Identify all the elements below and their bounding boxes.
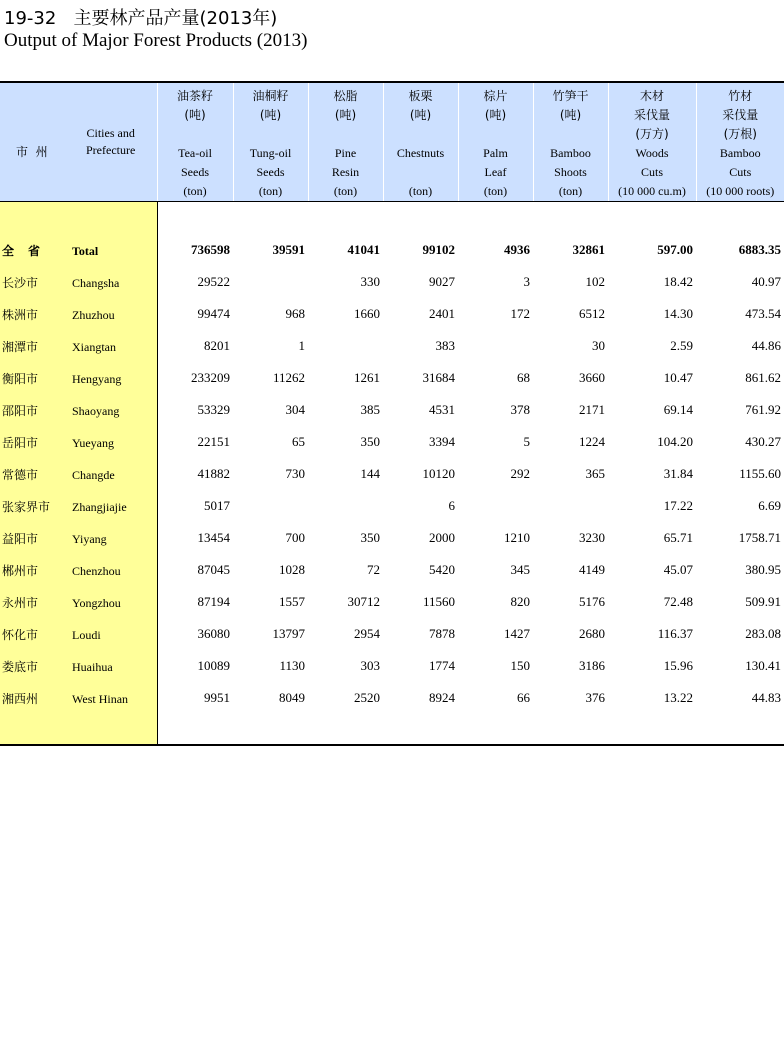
region-name-en: Total [72,243,99,258]
value-cell: 72 [367,562,380,577]
value-cell: 6 [448,498,455,513]
table-header-row [0,82,784,202]
value-cell: 2401 [429,306,455,321]
table-row [0,298,784,330]
region-name-cn: 益阳市 [2,531,39,546]
value-cell: 39591 [272,242,305,257]
header-stub [0,82,157,202]
page-title-cn: 19-32 主要林产品产量(2013年) [4,8,278,29]
value-cell: 736598 [191,242,230,257]
value-cell: 130.41 [745,658,781,673]
value-cell: 473.54 [745,306,781,321]
header-cn1: 油桐籽 [252,89,289,103]
region-name-cn: 湘潭市 [2,339,39,354]
value-cell: 1427 [504,626,530,641]
region-name-cn: 常德市 [2,467,39,482]
header-cn3: (万根) [723,127,757,141]
value-cell: 2.59 [670,338,693,353]
region-cell [0,234,157,266]
header-stub-en-line2: Prefecture [86,143,136,157]
value-cell: 8049 [279,690,305,705]
header-en1: Palm [483,146,508,160]
value-cell: 13797 [272,626,305,641]
header-cn3: (万方) [635,127,669,141]
table-row [0,330,784,362]
value-cell: 5420 [429,562,455,577]
header-en2: Resin [331,165,360,179]
table-row [0,394,784,426]
value-cell: 13.22 [663,690,693,705]
region-cell [0,426,157,458]
value-cell [308,330,383,362]
header-col-2 [308,82,383,202]
region-cell [0,266,157,298]
header-col-0 [157,82,233,202]
header-cn3 [534,125,608,144]
header-en2 [384,163,458,182]
value-cell: 10120 [422,466,455,481]
value-cell: 378 [510,402,530,417]
value-cell: 65 [292,434,305,449]
header-en2: Leaf [484,165,507,179]
value-cell: 345 [510,562,530,577]
header-cn2: (吨) [484,108,507,122]
value-cell: 66 [517,690,530,705]
value-cell: 32861 [572,242,605,257]
value-cell: 292 [510,466,530,481]
value-cell: 1 [298,338,305,353]
value-cell: 30 [592,338,605,353]
header-unit: (ton) [558,184,583,198]
region-name-cn: 永州市 [2,595,39,610]
region-name-cn: 怀化市 [2,627,39,642]
value-cell: 303 [360,658,380,673]
header-en1: Bamboo [719,146,761,160]
value-cell [233,266,308,298]
value-cell: 9027 [429,274,455,289]
header-en2: Shoots [554,165,587,179]
region-name-cn: 湘西州 [2,691,39,706]
region-cell [0,682,157,714]
region-name-en: Huaihua [72,659,113,674]
value-cell: 2520 [354,690,380,705]
header-stub-en [86,125,135,159]
value-cell: 41041 [347,242,380,257]
value-cell: 15.96 [663,658,693,673]
region-cell [0,554,157,586]
header-en2: Seeds [256,165,285,179]
header-en2: Cuts [640,165,663,179]
header-unit: (ton) [183,184,207,198]
value-cell: 4149 [579,562,605,577]
value-cell [308,490,383,522]
value-cell: 6512 [579,306,605,321]
header-cn1: 棕片 [483,89,508,103]
region-cell [0,650,157,682]
header-cn1: 竹笋干 [552,89,589,103]
value-cell: 7878 [429,626,455,641]
region-name-en: Yueyang [72,435,114,450]
value-cell: 2680 [579,626,605,641]
value-cell: 2171 [579,402,605,417]
value-cell: 330 [360,274,380,289]
value-cell: 5176 [579,594,605,609]
value-cell: 99102 [422,242,455,257]
header-en2: Cuts [729,165,752,179]
value-cell: 968 [285,306,305,321]
value-cell: 44.83 [751,690,781,705]
value-cell: 68 [517,370,530,385]
value-cell: 44.86 [751,338,781,353]
table-row [0,650,784,682]
value-cell: 1155.60 [739,466,781,481]
value-cell: 150 [510,658,530,673]
region-name-en: Zhuzhou [72,307,115,322]
header-cn3 [384,125,458,144]
value-cell: 1261 [354,370,380,385]
header-unit: (ton) [408,184,433,198]
header-en1: Chestnuts [396,146,445,160]
value-cell: 1557 [279,594,305,609]
header-cn3 [309,125,383,144]
header-cn2: (吨) [334,108,357,122]
value-cell: 861.62 [745,370,781,385]
value-cell: 144 [360,466,380,481]
header-cn2: (吨) [184,108,206,122]
header-cn2: 采伐量 [722,108,759,122]
value-cell: 597.00 [657,242,693,257]
value-cell: 87194 [197,594,230,609]
value-cell: 1660 [354,306,380,321]
value-cell: 53329 [197,402,230,417]
region-name-cn: 岳阳市 [2,435,39,450]
table-row [0,458,784,490]
header-cn2: (吨) [559,108,582,122]
header-en1: Woods [635,146,669,160]
value-cell: 11560 [422,594,455,609]
value-cell: 233209 [191,370,230,385]
region-name-en: Changsha [72,275,120,290]
header-unit: (ton) [258,184,283,198]
value-cell: 304 [285,402,305,417]
table-row [0,266,784,298]
header-cn1: 油茶籽 [176,89,213,103]
header-unit: (10 000 cu.m) [618,184,686,198]
region-name-cn: 全省 [2,243,55,258]
value-cell: 3186 [579,658,605,673]
value-cell: 9951 [204,690,230,705]
region-cell [0,618,157,650]
value-cell: 3394 [429,434,455,449]
value-cell: 11262 [272,370,305,385]
total-row [0,234,784,266]
region-cell [0,362,157,394]
value-cell: 2000 [429,530,455,545]
value-cell [233,490,308,522]
value-cell: 385 [360,402,380,417]
value-cell [458,330,533,362]
header-cn1: 竹材 [728,89,753,103]
value-cell: 31.84 [663,466,693,481]
value-cell: 3 [523,274,530,289]
header-en1: Tung-oil [249,146,292,160]
value-cell: 383 [435,338,455,353]
region-cell [0,330,157,362]
value-cell: 1210 [504,530,530,545]
header-unit: (ton) [483,184,508,198]
value-cell: 700 [285,530,305,545]
forest-products-table [0,81,784,746]
header-en2: Seeds [181,165,209,179]
header-en1: Tea-oil [178,146,212,160]
value-cell: 14.30 [663,306,693,321]
header-col-5 [533,82,608,202]
value-cell: 730 [285,466,305,481]
value-cell: 72.48 [663,594,693,609]
region-name-cn: 郴州市 [2,563,39,578]
value-cell: 761.92 [745,402,781,417]
value-cell: 3660 [579,370,605,385]
region-name-en: West Hinan [72,691,129,706]
value-cell: 29522 [197,274,230,289]
region-cell [0,458,157,490]
table-row [0,522,784,554]
value-cell: 5017 [204,498,230,513]
value-cell: 41882 [197,466,230,481]
value-cell: 17.22 [663,498,693,513]
header-col-4 [458,82,533,202]
value-cell: 376 [585,690,605,705]
header-cn2: 采伐量 [633,108,670,122]
value-cell: 430.27 [745,434,781,449]
value-cell: 45.07 [663,562,693,577]
value-cell: 4531 [429,402,455,417]
page-title-en: Output of Major Forest Products (2013) [4,30,308,51]
value-cell [533,490,608,522]
value-cell: 172 [510,306,530,321]
header-col-6 [608,82,696,202]
region-name-cn: 张家界市 [2,499,51,514]
table-row [0,586,784,618]
value-cell: 5 [523,434,530,449]
table-row [0,490,784,522]
value-cell: 8201 [204,338,230,353]
region-cell [0,490,157,522]
region-cell [0,394,157,426]
value-cell: 22151 [197,434,230,449]
region-name-cn: 长沙市 [2,275,39,290]
region-name-en: Yongzhou [72,595,121,610]
value-cell: 31684 [422,370,455,385]
table-row [0,554,784,586]
value-cell: 99474 [197,306,230,321]
value-cell: 820 [510,594,530,609]
region-name-en: Loudi [72,627,101,642]
region-cell [0,298,157,330]
value-cell: 4936 [504,242,530,257]
header-col-1 [233,82,308,202]
region-name-en: Hengyang [72,371,122,386]
region-cell [0,522,157,554]
header-cn1: 板栗 [408,89,433,103]
value-cell: 365 [585,466,605,481]
header-unit: (10 000 roots) [706,184,775,198]
value-cell: 8924 [429,690,455,705]
value-cell: 30712 [347,594,380,609]
table-row [0,682,784,714]
value-cell: 6883.35 [738,242,781,257]
region-name-en: Xiangtan [72,339,116,354]
value-cell: 3230 [579,530,605,545]
region-name-cn: 衡阳市 [2,371,39,386]
value-cell: 2954 [354,626,380,641]
region-name-en: Changde [72,467,115,482]
region-cell [0,586,157,618]
value-cell: 1224 [579,434,605,449]
value-cell: 13454 [197,530,230,545]
value-cell: 40.97 [751,274,781,289]
table-row [0,362,784,394]
header-col-7 [696,82,784,202]
header-cn3 [158,125,233,144]
region-name-en: Zhangjiajie [72,499,127,514]
table-row [0,426,784,458]
header-cn2: (吨) [409,108,432,122]
value-cell: 102 [585,274,605,289]
table-tail-row [0,714,784,745]
header-en1: Pine [334,146,357,160]
region-name-cn: 邵阳市 [2,403,39,418]
region-name-cn: 株洲市 [2,307,39,322]
value-cell: 10.47 [663,370,693,385]
value-cell: 87045 [197,562,230,577]
value-cell: 509.91 [745,594,781,609]
value-cell: 1774 [429,658,455,673]
header-cn1: 松脂 [333,89,358,103]
header-stub-en-line1: Cities and [86,126,135,140]
table-row [0,618,784,650]
region-name-cn: 娄底市 [2,659,39,674]
header-en1: Bamboo [550,146,591,160]
header-cn2: (吨) [259,108,282,122]
region-name-en: Yiyang [72,531,107,546]
value-cell: 6.69 [758,498,781,513]
value-cell: 36080 [197,626,230,641]
value-cell: 1130 [279,658,305,673]
region-name-en: Chenzhou [72,563,121,578]
header-cn3 [234,125,308,144]
header-unit: (ton) [333,184,358,198]
region-name-en: Shaoyang [72,403,120,418]
value-cell: 1028 [279,562,305,577]
value-cell: 18.42 [663,274,693,289]
value-cell: 283.08 [745,626,781,641]
value-cell: 380.95 [745,562,781,577]
value-cell: 350 [360,434,380,449]
value-cell: 116.37 [657,626,693,641]
value-cell: 1758.71 [738,530,781,545]
value-cell: 69.14 [663,402,693,417]
value-cell: 350 [360,530,380,545]
header-stub-cn: 市 州 [16,145,48,159]
value-cell [458,490,533,522]
header-cn3 [459,125,533,144]
header-spacer-row [0,202,784,235]
value-cell: 104.20 [657,434,693,449]
value-cell: 65.71 [663,530,693,545]
header-col-3 [383,82,458,202]
header-cn1: 木材 [639,89,664,103]
value-cell: 10089 [197,658,230,673]
